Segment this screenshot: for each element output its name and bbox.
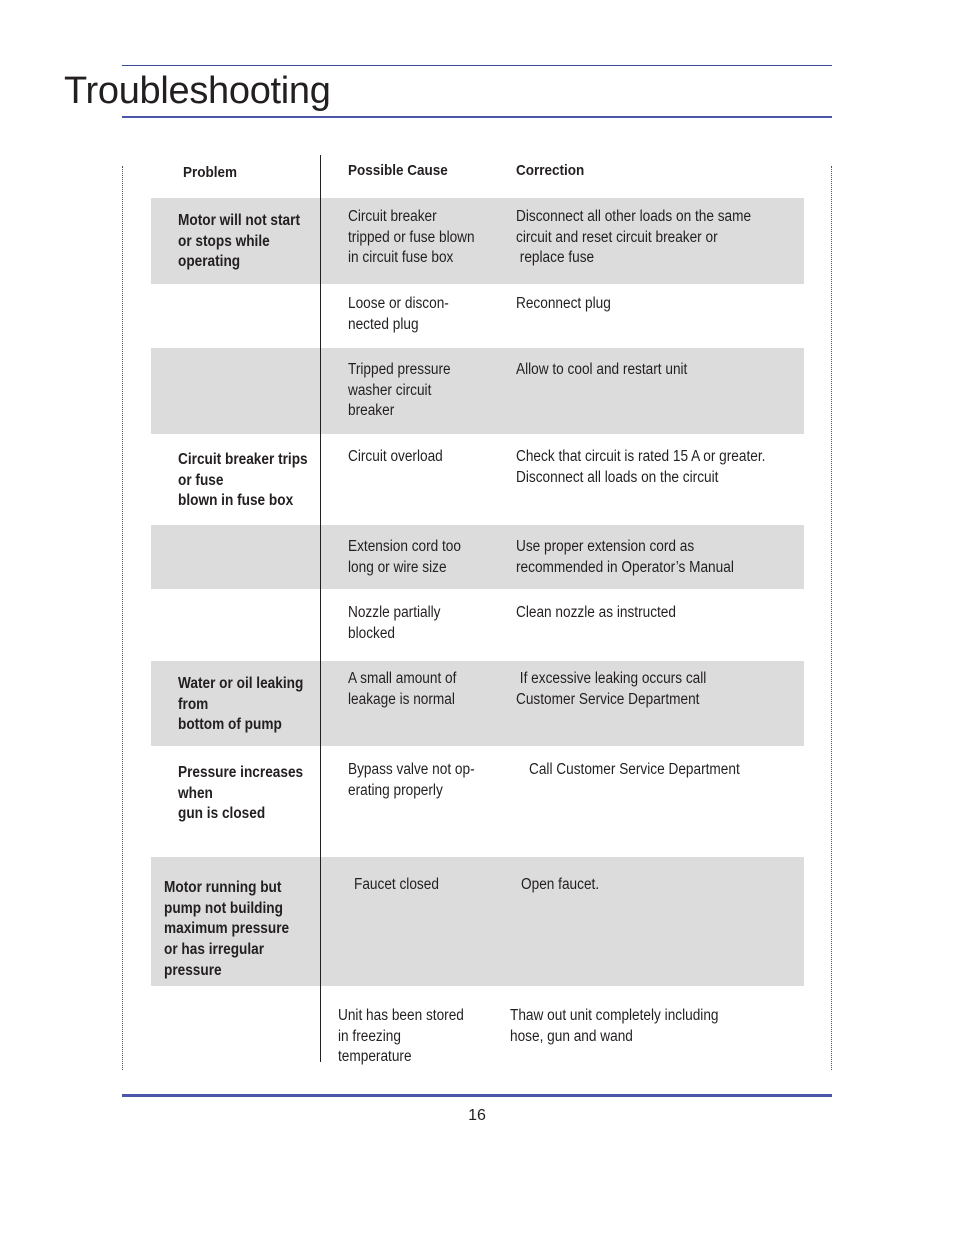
- header-problem: Problem: [183, 164, 238, 181]
- column-divider: [320, 155, 321, 1062]
- cause-cell: Extension cord too long or wire size: [348, 538, 461, 576]
- correction-cell: Thaw out unit completely including hose, gun and wand: [510, 1007, 719, 1045]
- problem-cell: Circuit breaker trips or fuse blown in fuse box: [178, 451, 308, 510]
- problem-cell: Motor running but pump not building maximum pressure or has irregular pressure: [164, 879, 290, 979]
- problem-cell: Water or oil leaking from bottom of pump: [178, 675, 304, 734]
- cause-cell: Loose or discon- nected plug: [348, 295, 449, 333]
- cause-cell: Faucet closed: [354, 876, 439, 893]
- correction-cell: Use proper extension cord as recommended in Operator’s Manual: [516, 538, 734, 576]
- cause-cell: Circuit breaker tripped or fuse blown in circuit fuse box: [348, 208, 475, 267]
- cause-cell: Circuit overload: [348, 448, 443, 465]
- bottom-rule: [122, 1094, 832, 1097]
- correction-cell: Check that circuit is rated 15 A or greater. Disconnect all loads on the circuit: [516, 448, 766, 486]
- cause-cell: Bypass valve not op- erating properly: [348, 761, 475, 799]
- problem-cell: Motor will not start or stops while operating: [178, 212, 301, 271]
- page-number: 16: [468, 1107, 486, 1124]
- problem-cell: Pressure increases when gun is closed: [178, 764, 304, 823]
- cause-cell: Tripped pressure washer circuit breaker: [348, 361, 451, 420]
- correction-cell: Reconnect plug: [516, 295, 611, 312]
- header-correction: Correction: [516, 162, 585, 179]
- header-possible-cause: Possible Cause: [348, 162, 448, 179]
- correction-cell: Call Customer Service Department: [529, 761, 740, 778]
- correction-cell: Allow to cool and restart unit: [516, 361, 688, 378]
- correction-cell: Disconnect all other loads on the same circuit and reset circuit breaker or replace fuse: [516, 208, 752, 267]
- cause-cell: Unit has been stored in freezing temperature: [338, 1007, 464, 1066]
- right-dotted-border: [831, 166, 832, 1070]
- correction-cell: If excessive leaking occurs call Customer Service Department: [516, 670, 707, 708]
- title-rule: [122, 116, 832, 118]
- cause-cell: A small amount of leakage is normal: [348, 670, 457, 708]
- correction-cell: Clean nozzle as instructed: [516, 604, 676, 621]
- row-band: [151, 348, 804, 434]
- top-rule: [122, 65, 832, 66]
- left-dotted-border: [122, 166, 123, 1070]
- cause-cell: Nozzle partially blocked: [348, 604, 441, 642]
- page-title: Troubleshooting: [64, 70, 331, 112]
- correction-cell: Open faucet.: [521, 876, 600, 893]
